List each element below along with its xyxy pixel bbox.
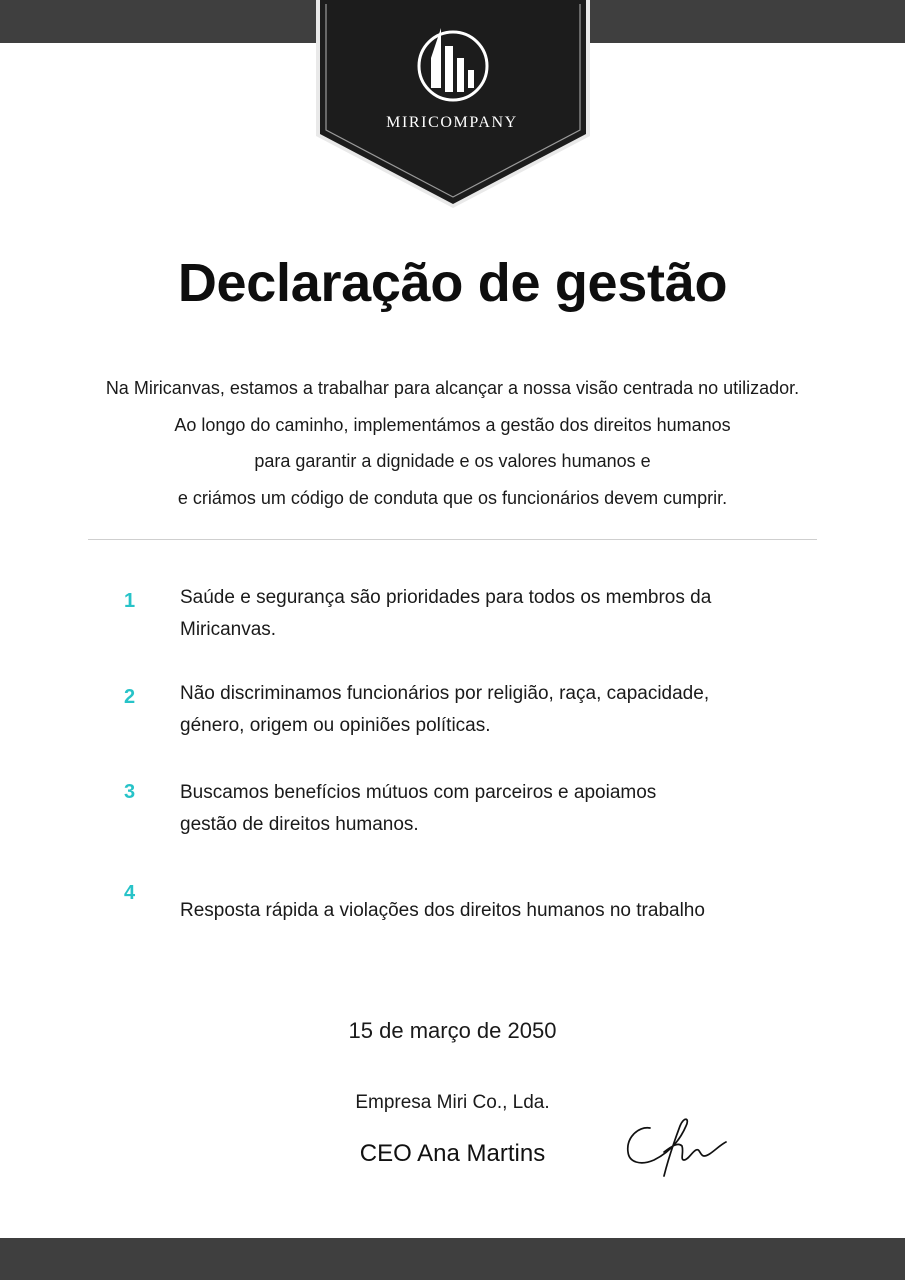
item-text-line: Buscamos benefícios mútuos com parceiros e apoiamos — [180, 782, 657, 803]
intro-line: e criámos um código de conduta que os funcionários devem cumprir. — [177, 487, 728, 508]
document-date: 15 de março de 2050 — [348, 1018, 557, 1043]
item-text — [180, 895, 800, 927]
bottom-bar — [0, 1238, 905, 1280]
item-number: 3 — [124, 781, 136, 803]
company-name: Empresa Miri Co., Lda. — [355, 1092, 550, 1113]
item-text — [180, 777, 800, 841]
brand-name: MIRICOMPANY — [386, 114, 518, 131]
item-number: 2 — [124, 686, 136, 708]
item-text — [180, 678, 800, 742]
intro-line: Ao longo do caminho, implementámos a gestão dos direitos humanos — [174, 414, 731, 435]
item-text — [180, 582, 800, 646]
item-number: 4 — [124, 882, 136, 904]
intro-line: Na Miricanvas, estamos a trabalhar para alcançar a nossa visão centrada no utilizador. — [105, 378, 800, 398]
item-text-line: Miricanvas. — [180, 619, 277, 640]
item-number: 1 — [124, 590, 136, 612]
item-text-line: gestão de direitos humanos. — [180, 814, 419, 835]
item-text-line: Não discriminamos funcionários por religião, raça, capacidade, — [180, 683, 710, 704]
item-text-line: Resposta rápida a violações dos direitos humanos no trabalho — [180, 900, 705, 921]
building-icon — [417, 26, 489, 102]
intro-paragraph — [0, 370, 905, 516]
intro-line: para garantir a dignidade e os valores humanos e — [254, 451, 651, 471]
item-text-line: Saúde e segurança são prioridades para todos os membros da — [180, 587, 712, 608]
page-title: Declaração de gestão — [177, 253, 728, 313]
signature-icon — [620, 1112, 732, 1184]
item-text-line: género, origem ou opiniões políticas. — [180, 715, 491, 736]
divider — [88, 539, 817, 540]
signatory-name: CEO Ana Martins — [359, 1140, 546, 1167]
